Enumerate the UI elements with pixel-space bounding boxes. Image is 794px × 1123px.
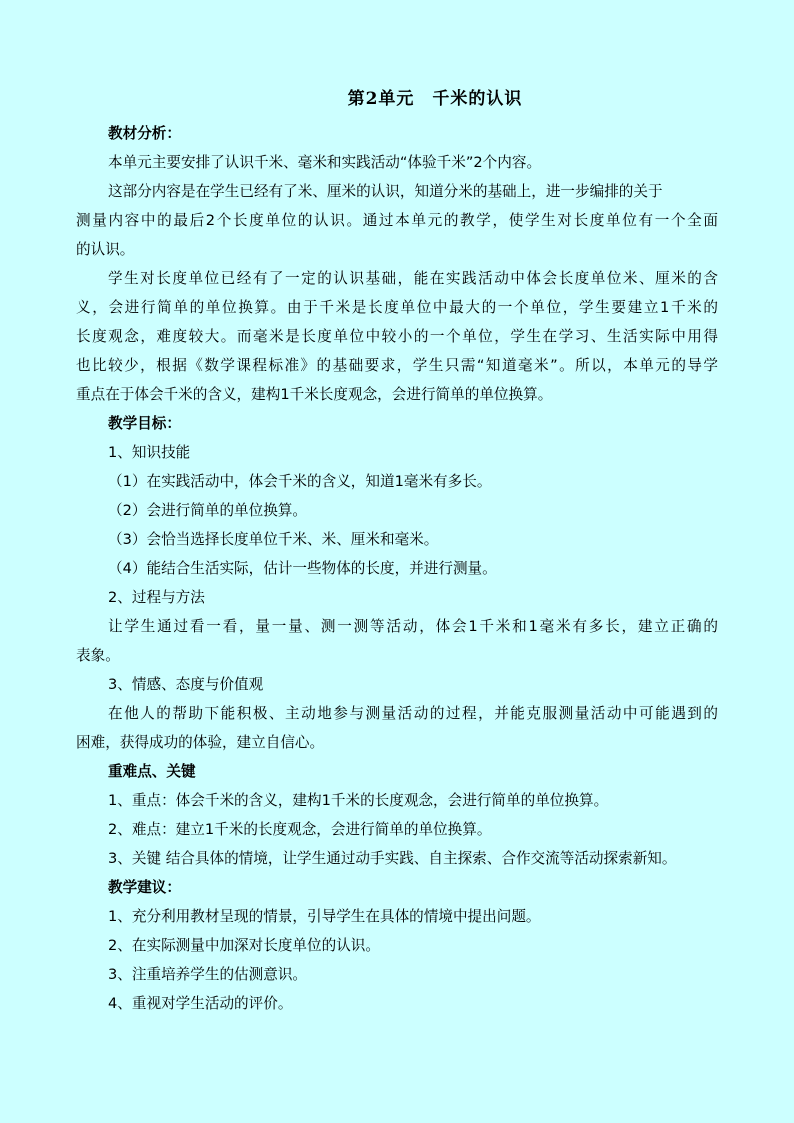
knowledge-heading: 1、知识技能: [108, 444, 191, 461]
paragraph-line: 也比较少，根据《数学课程标准》的基础要求，学生只需“知道毫米”。所以，本单元的导学: [76, 357, 718, 374]
key-point-item: 3、关键 结合具体的情境，让学生通过动手实践、自主探索、合作交流等活动探索新知。: [108, 850, 677, 867]
key-point-item: 1、重点：体会千米的含义，建构1千米的长度观念，会进行简单的单位换算。: [108, 792, 609, 809]
process-heading: 2、过程与方法: [108, 589, 205, 606]
suggestion-item: 2、在实际测量中加深对长度单位的认识。: [108, 937, 380, 954]
paragraph-line: 这部分内容是在学生已经有了米、厘米的认识，知道分米的基础上，进一步编排的关于: [108, 183, 663, 200]
paragraph-line: 困难，获得成功的体验，建立自信心。: [76, 734, 325, 751]
paragraph-line: 本单元主要安排了认识千米、毫米和实践活动“体验千米”2个内容。: [108, 154, 542, 171]
page-title: 第2单元 千米的认识: [347, 89, 523, 109]
key-points-heading: 重难点、关键: [108, 763, 196, 780]
paragraph-line: 让学生通过看一看，量一量、测一测等活动，体会1千米和1毫米有多长，建立正确的: [108, 618, 718, 635]
paragraph-line: 在他人的帮助下能积极、主动地参与测量活动的过程，并能克服测量活动中可能遇到的: [108, 705, 718, 722]
analysis-heading: 教材分析：: [108, 125, 181, 142]
suggestion-item: 1、充分利用教材呈现的情景，引导学生在具体的情境中提出问题。: [108, 908, 541, 925]
emotion-heading: 3、情感、态度与价值观: [108, 676, 264, 693]
key-point-item: 2、难点：建立1千米的长度观念，会进行简单的单位换算。: [108, 821, 492, 838]
knowledge-item: （3）会恰当选择长度单位千米、米、厘米和毫米。: [108, 531, 439, 548]
paragraph-line: 学生对长度单位已经有了一定的认识基础，能在实践活动中体会长度单位米、厘米的含: [108, 270, 718, 287]
knowledge-item: （1）在实践活动中，体会千米的含义，知道1毫米有多长。: [108, 473, 492, 490]
suggestions-heading: 教学建议：: [108, 879, 181, 896]
paragraph-line: 长度观念，难度较大。而毫米是长度单位中较小的一个单位，学生在学习、生活实际中用得: [76, 328, 718, 345]
suggestion-item: 4、重视对学生活动的评价。: [108, 995, 293, 1012]
paragraph-line: 测量内容中的最后2个长度单位的认识。通过本单元的教学，使学生对长度单位有一个全面: [76, 212, 718, 229]
objectives-heading: 教学目标：: [108, 415, 181, 432]
knowledge-item: （2）会进行简单的单位换算。: [108, 502, 308, 519]
paragraph-line: 重点在于体会千米的含义，建构1千米长度观念，会进行简单的单位换算。: [76, 386, 553, 403]
paragraph-line: 义，会进行简单的单位换算。由于千米是长度单位中最大的一个单位，学生要建立1千米的: [76, 299, 718, 316]
paragraph-line: 的认识。: [76, 241, 135, 258]
suggestion-item: 3、注重培养学生的估测意识。: [108, 966, 308, 983]
knowledge-item: （4）能结合生活实际，估计一些物体的长度，并进行测量。: [108, 560, 497, 577]
paragraph-line: 表象。: [76, 647, 120, 664]
